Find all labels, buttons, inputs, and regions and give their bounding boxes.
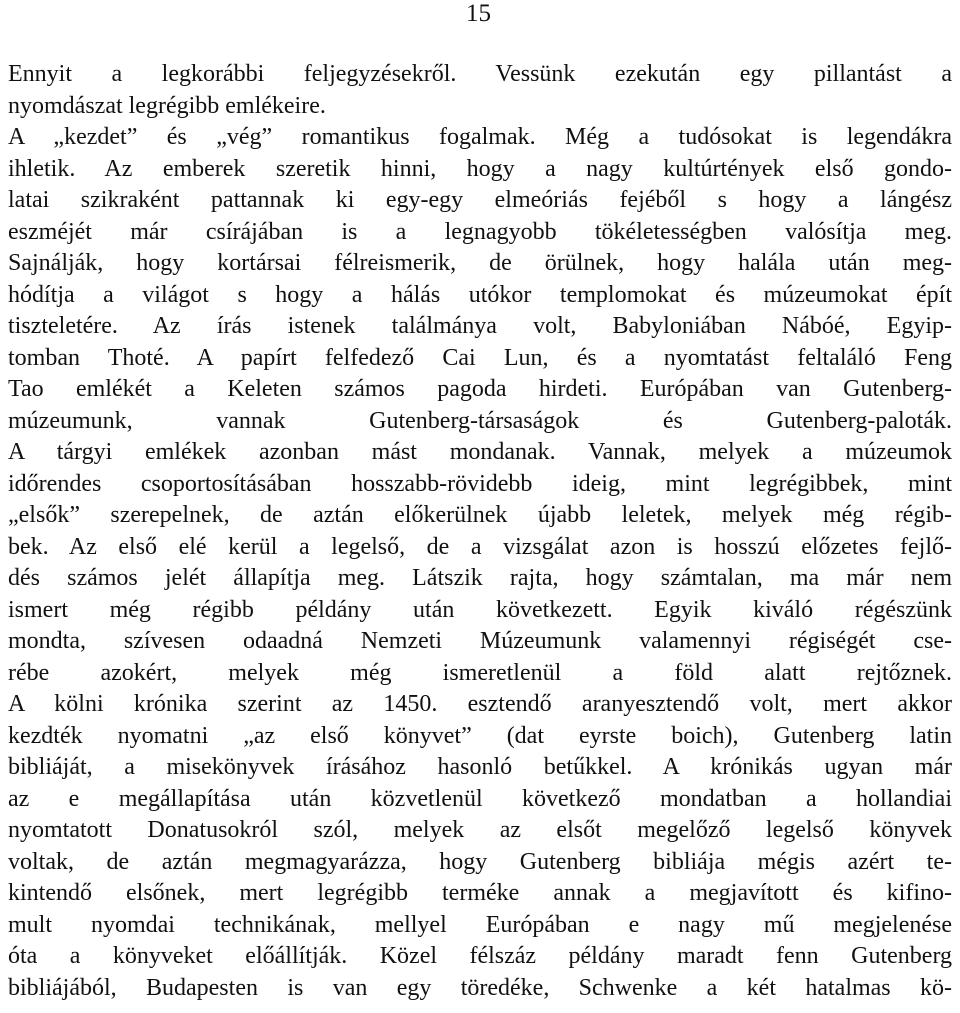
text-line: múzeumunk, vannak Gutenberg-társaságok és Gutenberg-paloták. [8,407,952,434]
text-line: dés számos jelét állapítja meg. Látszik rajta, hogy számtalan, ma már nem [8,565,952,591]
text-line: időrendes csoportosításában hosszabb-rövidebb ideig, mint legrégibbek, mint [8,470,952,497]
text-line: voltak, de aztán megmagyarázza, hogy Gutenberg bibliája mégis azért te- [8,848,952,875]
text-line: Tao emlékét a Keleten számos pagoda hirdeti. Európában van Gutenberg- [8,376,952,402]
text-line: kezdték nyomatni „az első könyvet” (dat eyrste boich), Gutenberg latin [8,722,952,749]
text-line: Ennyit a legkorábbi feljegyzésekről. Vessünk ezekután egy pillantást a [8,61,952,87]
text-line: hódítja a világot s hogy a hálás utókor templomokat és múzeumokat épít [8,281,952,308]
text-line: nyomdászat legrégibb emlékeire. [8,92,326,119]
text-line: latai szikraként pattannak ki egy-egy elmeóriás fejéből s hogy a lángész [8,187,952,213]
text-line: nyomtatott Donatusokról szól, melyek az elsőt megelőző legelső könyvek [8,817,952,843]
text-line: óta a könyveket előállítják. Közel félszáz példány maradt fenn Gutenberg [8,943,952,969]
text-line: A tárgyi emlékek azonban mást mondanak. Vannak, melyek a múzeumok [8,439,952,465]
text-line: mondta, szívesen odaadná Nemzeti Múzeumunk valamennyi régiségét cse- [8,628,952,654]
text-line: bibliájából, Budapesten is van egy töredéke, Schwenke a két hatalmas kö- [8,974,952,1001]
text-line: Sajnálják, hogy kortársai félreismerik, de örülnek, hogy halála után meg- [8,250,952,276]
text-line: az e megállapítása után közvetlenül következő mondatban a hollandiai [8,785,952,812]
body-text [8,59,952,1004]
text-line: „elsők” szerepelnek, de aztán előkerülnek újabb leletek, melyek még régib- [8,502,952,528]
text-line: tomban Thoté. A papírt felfedező Cai Lun, és a nyomtatást feltaláló Feng [8,344,952,371]
text-line: eszméjét már csírájában is a legnagyobb tökéletességben valósítja meg. [8,218,952,245]
text-line: tiszteletére. Az írás istenek találmánya volt, Babyloniában Nábóé, Egyip- [8,313,952,339]
text-line: ismert még régibb példány után következett. Egyik kiváló régészünk [8,596,952,623]
text-line: A kölni krónika szerint az 1450. esztendő aranyesztendő volt, mert akkor [8,691,952,717]
text-line: bibliáját, a misekönyvek írásához hasonló betűkkel. A krónikás ugyan már [8,754,952,780]
text-line: kintendő elsőnek, mert legrégibb terméke annak a megjavított és kifino- [8,880,952,906]
text-line: mult nyomdai technikának, mellyel Európában e nagy mű megjelenése [8,911,952,938]
page-number: 15 [466,0,491,27]
text-line: rébe azokért, melyek még ismeretlenül a föld alatt rejtőznek. [8,659,952,686]
text-line: ihletik. Az emberek szeretik hinni, hogy a nagy kultúrtények első gondo- [8,155,952,182]
text-line: bek. Az első elé kerül a legelső, de a vizsgálat azon is hosszú előzetes fejlő- [8,533,952,560]
text-line: A „kezdet” és „vég” romantikus fogalmak. Még a tudósokat is legendákra [8,124,952,150]
